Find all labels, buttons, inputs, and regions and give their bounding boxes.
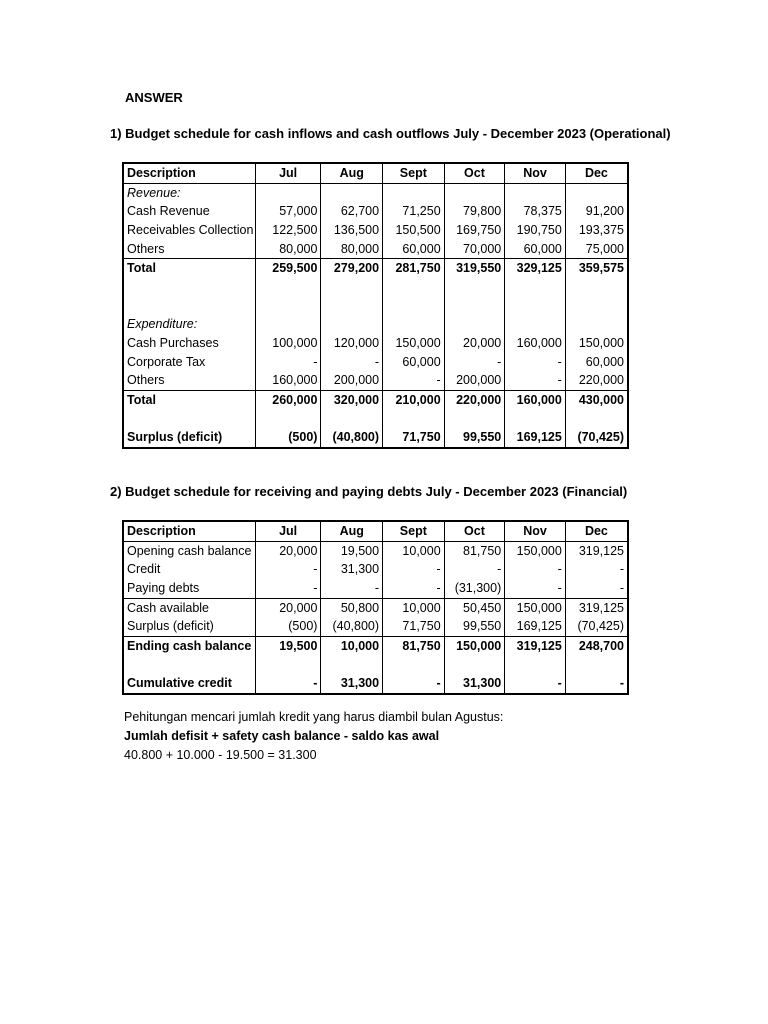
cell: - [444,560,505,579]
row-label: Others [127,241,165,256]
cell: 190,750 [505,221,566,240]
header-row [123,521,628,541]
revenue-total-row [123,259,628,278]
cell: 81,750 [444,541,505,560]
cell: 150,000 [505,598,566,617]
row-label: Surplus (deficit) [127,430,223,445]
cell: 169,125 [505,617,566,636]
expenditure-label: Expenditure: [127,317,198,332]
cell: 160,000 [505,334,566,353]
cell: 19,500 [321,541,383,560]
table-row [123,202,628,221]
cell: 31,300 [321,675,383,695]
cell: 169,750 [444,221,505,240]
cell: 60,000 [505,240,566,259]
cell: 57,000 [255,202,321,221]
row-label: Total [123,391,255,410]
cell: 71,250 [383,202,445,221]
cell: 60,000 [565,353,628,372]
row-label: Others [127,373,165,388]
table-row [123,560,628,579]
cell: 99,550 [444,429,505,449]
row-label: Surplus (deficit) [127,619,214,634]
col-header-nov: Nov [505,521,566,541]
table-row [123,334,628,353]
cell: 279,200 [321,259,383,278]
row-label: Paying debts [127,580,200,595]
note-line-2: Jumlah defisit + safety cash balance - saldo kas awal [124,729,440,743]
cell: 122,500 [255,221,321,240]
cell: (70,425) [565,429,628,449]
cell: - [505,560,566,579]
cell: 75,000 [565,240,628,259]
cell: 79,800 [444,202,505,221]
cell: 220,000 [565,372,628,391]
cell: 80,000 [255,240,321,259]
cell: 281,750 [383,259,445,278]
section1-title: 1) Budget schedule for cash inflows and cash outflows July - December 2023 (Operational) [110,126,671,141]
cell: 70,000 [444,240,505,259]
cell: 329,125 [505,259,566,278]
col-header-description: Description [123,163,255,183]
cell: 210,000 [383,391,445,410]
cell: 78,375 [505,202,566,221]
cell: 430,000 [565,391,628,410]
cell: 150,000 [383,334,445,353]
cell: 260,000 [255,391,321,410]
expenditure-total-row [123,391,628,410]
table-row [123,598,628,617]
ending-balance-row [123,637,628,656]
cell: - [321,579,383,598]
cell: 10,000 [321,637,383,656]
surplus-row [123,429,628,449]
section2-title: 2) Budget schedule for receiving and paying debts July - December 2023 (Financial) [110,484,628,499]
cell: - [255,675,321,695]
cell: 200,000 [444,372,505,391]
spacer-row [123,278,628,297]
cell: 150,000 [565,334,628,353]
col-header-jul: Jul [255,163,321,183]
cell: 10,000 [383,541,445,560]
table-row [123,541,628,560]
table-row [123,240,628,259]
cell: - [255,579,321,598]
cell: 136,500 [321,221,383,240]
cell: 193,375 [565,221,628,240]
cell: 50,450 [444,598,505,617]
cell: 160,000 [505,391,566,410]
cell: - [321,353,383,372]
cell: - [505,579,566,598]
revenue-label-row [123,183,628,202]
cell: 359,575 [565,259,628,278]
col-header-aug: Aug [321,521,383,541]
cell: 220,000 [444,391,505,410]
cell: 60,000 [383,353,445,372]
note-line-1: Pehitungan mencari jumlah kredit yang harus diambil bulan Agustus: [124,710,504,724]
cell: 62,700 [321,202,383,221]
cell: - [255,353,321,372]
cell: 259,500 [255,259,321,278]
cell: (70,425) [565,617,628,636]
cell: 160,000 [255,372,321,391]
row-label: Cash Purchases [127,336,219,351]
cell: - [383,579,445,598]
col-header-description: Description [123,521,255,541]
cell: (500) [255,617,321,636]
cell: 31,300 [321,560,383,579]
table-row [123,372,628,391]
cell: - [255,560,321,579]
cell: 20,000 [255,541,321,560]
cell: (31,300) [444,579,505,598]
cell: 319,125 [565,598,628,617]
cell: 20,000 [444,334,505,353]
col-header-sept: Sept [383,521,445,541]
financial-budget-table [122,520,629,695]
cell: (500) [255,429,321,449]
cell: 10,000 [383,598,445,617]
cell: 100,000 [255,334,321,353]
cell: 71,750 [383,617,445,636]
revenue-label: Revenue: [127,185,181,200]
row-label: Total [123,259,255,278]
spacer-row [123,656,628,675]
cell: 319,125 [505,637,566,656]
row-label: Cash Revenue [127,204,210,219]
row-label: Opening cash balance [127,543,252,558]
cell: 319,125 [565,541,628,560]
cell: - [565,675,628,695]
row-label: Corporate Tax [127,354,206,369]
operational-budget-table [122,162,629,449]
cell: - [444,353,505,372]
col-header-oct: Oct [444,163,505,183]
col-header-jul: Jul [255,521,321,541]
cell: 91,200 [565,202,628,221]
row-label: Cash available [123,598,255,617]
cell: 19,500 [255,637,321,656]
cell: 99,550 [444,617,505,636]
cell: 169,125 [505,429,566,449]
table-row [123,617,628,636]
cell: - [383,675,445,695]
cell: 60,000 [383,240,445,259]
cell: 20,000 [255,598,321,617]
cell: - [565,579,628,598]
cell: - [505,372,566,391]
cell: 320,000 [321,391,383,410]
cumulative-credit-row [123,675,628,695]
cell: - [383,372,445,391]
cell: 200,000 [321,372,383,391]
cell: 150,000 [444,637,505,656]
cell: 71,750 [383,429,445,449]
row-label: Cumulative credit [127,676,232,691]
col-header-aug: Aug [321,163,383,183]
spacer-row [123,297,628,316]
cell: 319,550 [444,259,505,278]
cell: - [505,675,566,695]
row-label: Receivables Collection [127,222,254,237]
col-header-dec: Dec [565,521,628,541]
cell: - [505,353,566,372]
cell: 31,300 [444,675,505,695]
note-line-3: 40.800 + 10.000 - 19.500 = 31.300 [124,748,317,762]
table-row [123,579,628,598]
table-row [123,353,628,372]
cell: - [565,560,628,579]
header-row [123,163,628,183]
table-row [123,221,628,240]
col-header-oct: Oct [444,521,505,541]
spacer-row [123,410,628,429]
row-label: Ending cash balance [123,637,255,656]
col-header-nov: Nov [505,163,566,183]
cell: 80,000 [321,240,383,259]
cell: 150,500 [383,221,445,240]
cell: (40,800) [321,429,383,449]
answer-heading: ANSWER [125,90,183,105]
col-header-dec: Dec [565,163,628,183]
row-label: Credit [127,562,161,577]
cell: - [383,560,445,579]
cell: 248,700 [565,637,628,656]
cell: 81,750 [383,637,445,656]
cell: 120,000 [321,334,383,353]
cell: 150,000 [505,541,566,560]
expenditure-label-row [123,316,628,335]
cell: 50,800 [321,598,383,617]
cell: (40,800) [321,617,383,636]
col-header-sept: Sept [383,163,445,183]
